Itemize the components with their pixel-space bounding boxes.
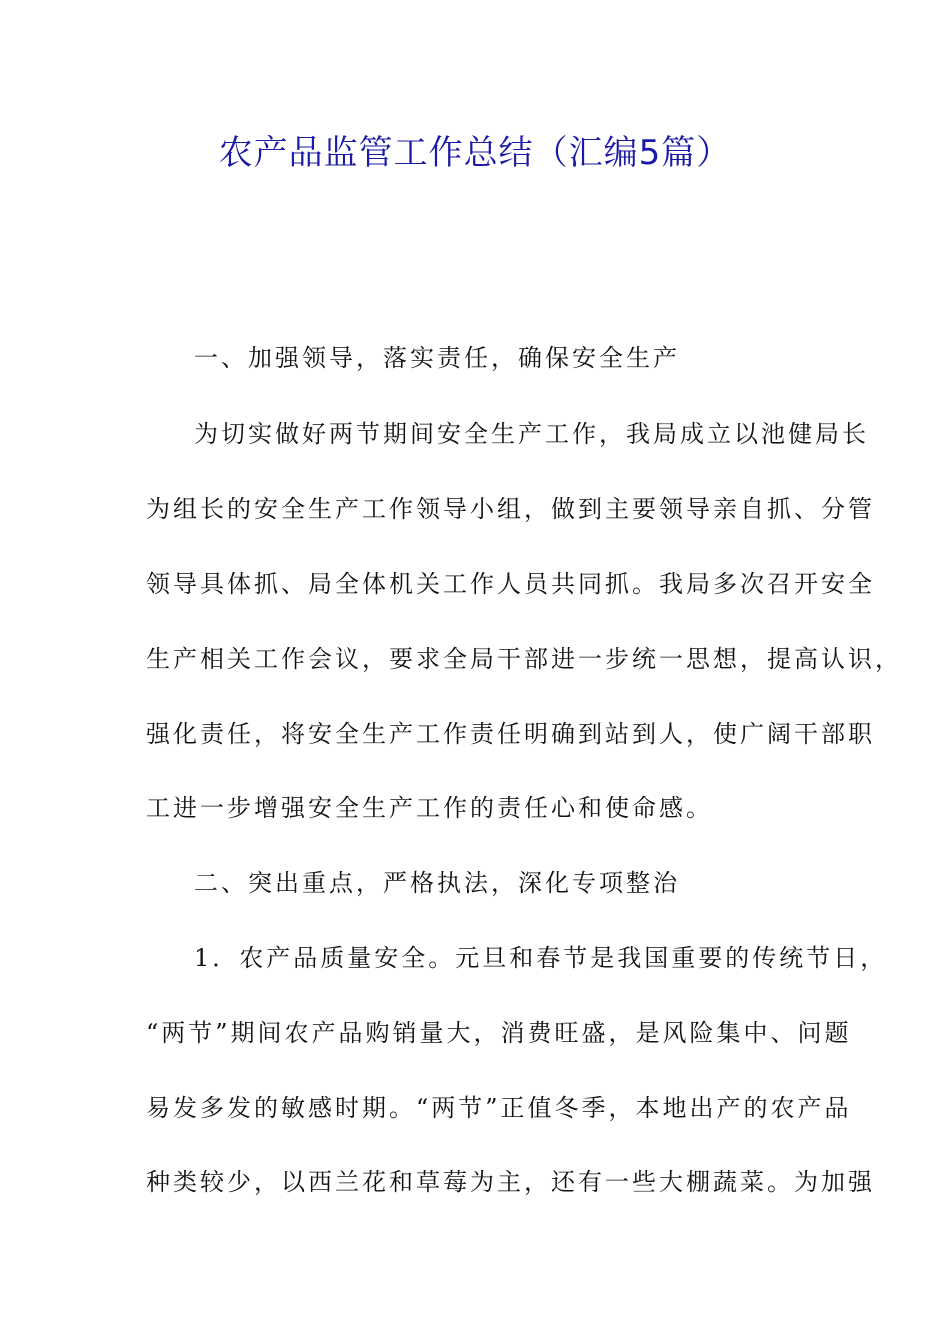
document-title: 农产品监管工作总结（汇编5篇） <box>218 133 732 173</box>
paragraph-line: 易发多发的敏感时期。“两节”正值冬季，本地出产的农产品 <box>146 1094 852 1122</box>
paragraph-line: 种类较少，以西兰花和草莓为主，还有一些大棚蔬菜。为加强 <box>146 1168 875 1196</box>
paragraph-line: 领导具体抓、局全体机关工作人员共同抓。我局多次召开安全 <box>146 570 875 598</box>
section-heading-2: 二、突出重点，严格执法，深化专项整治 <box>194 869 680 897</box>
section-heading-1: 一、加强领导，落实责任，确保安全生产 <box>194 344 680 372</box>
paragraph-line: “两节”期间农产品购销量大，消费旺盛，是风险集中、问题 <box>146 1019 852 1047</box>
paragraph-line: 1．农产品质量安全。元旦和春节是我国重要的传统节日， <box>194 944 888 972</box>
paragraph-line: 强化责任，将安全生产工作责任明确到站到人，使广阔干部职 <box>146 720 875 748</box>
paragraph-line: 为切实做好两节期间安全生产工作，我局成立以池健局长 <box>194 420 869 448</box>
paragraph-line: 生产相关工作会议，要求全局干部进一步统一思想，提高认识， <box>146 645 902 673</box>
paragraph-line: 为组长的安全生产工作领导小组，做到主要领导亲自抓、分管 <box>146 495 875 523</box>
paragraph-line: 工进一步增强安全生产工作的责任心和使命感。 <box>146 794 713 822</box>
